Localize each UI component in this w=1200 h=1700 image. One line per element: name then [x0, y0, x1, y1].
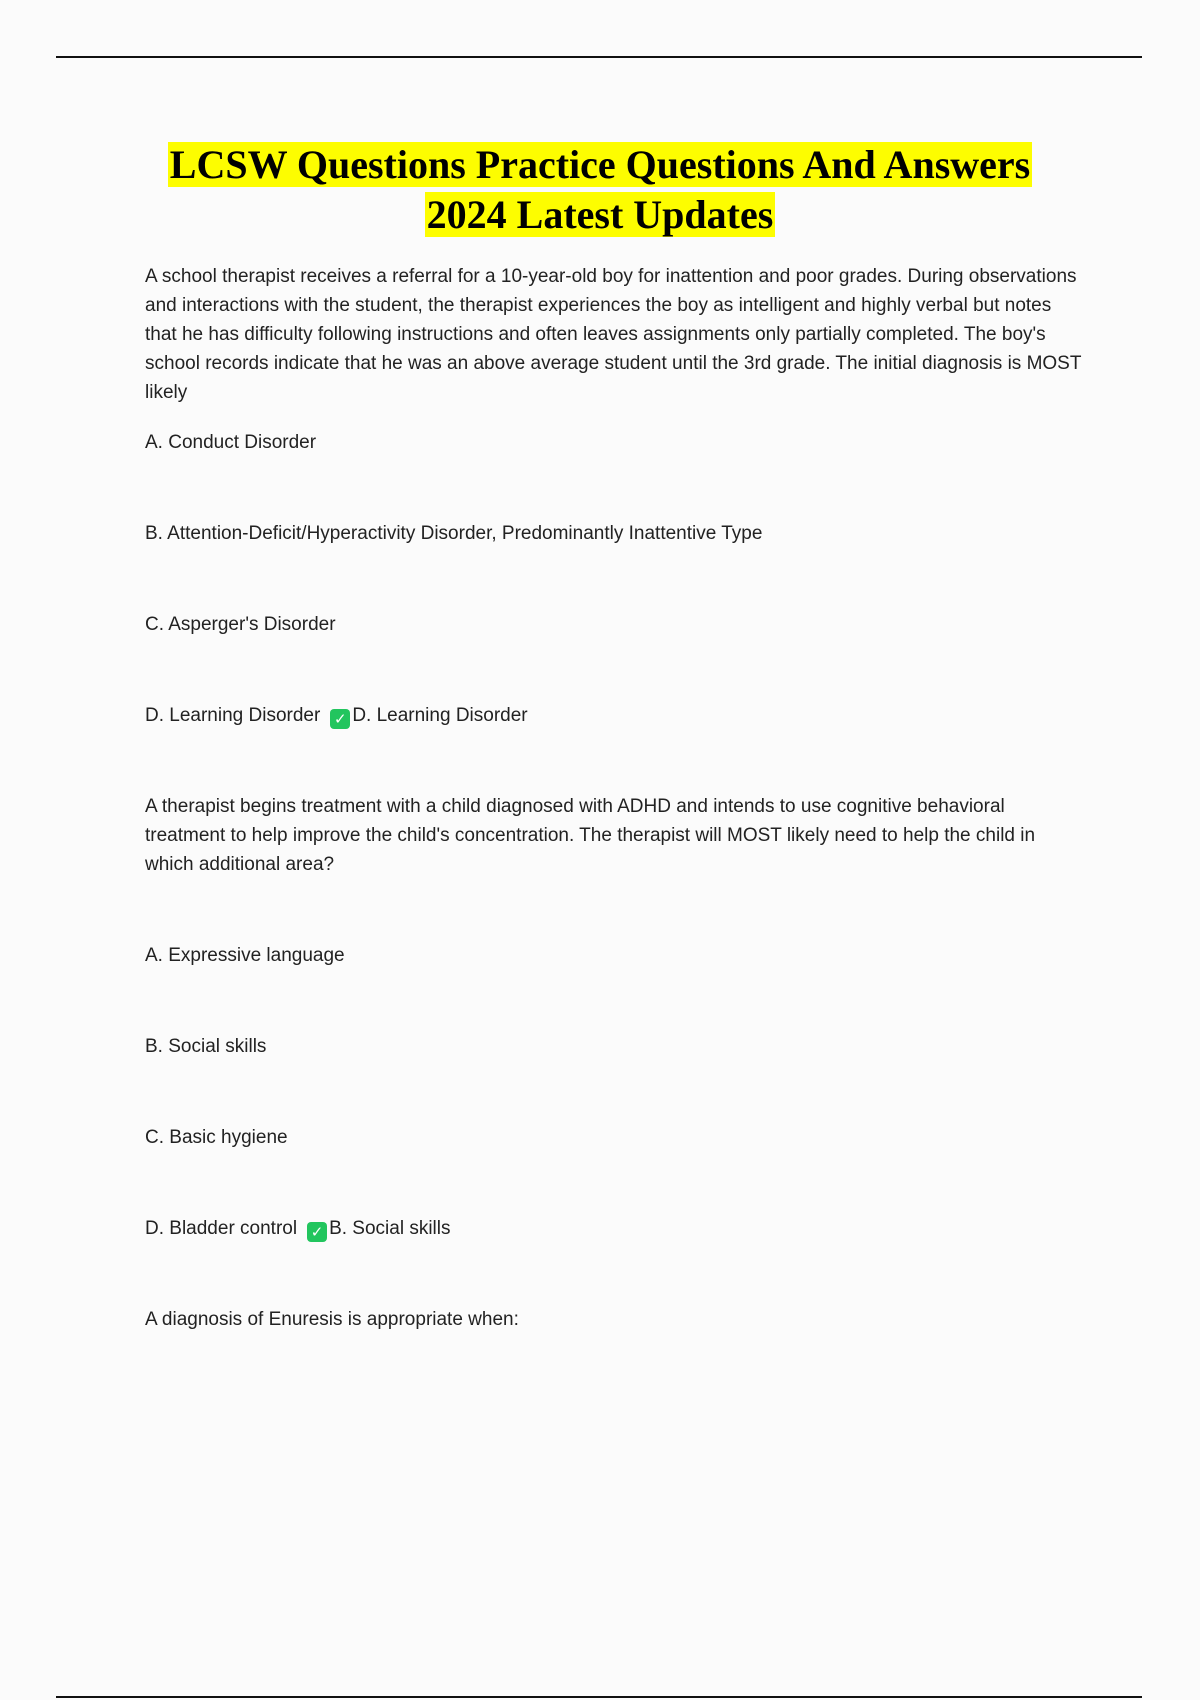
question-text: A diagnosis of Enuresis is appropriate when: [145, 1309, 519, 1330]
correct-answer: B. Social skills [329, 1218, 451, 1239]
footer-rule [56, 1696, 1142, 1698]
answer-option-with-key [145, 1214, 1085, 1243]
title-line-2: 2024 Latest Updates [426, 192, 774, 237]
header-rule [56, 56, 1142, 58]
answer-option-with-key [145, 701, 1085, 730]
correct-answer: D. Learning Disorder [352, 705, 528, 726]
question-block [145, 1305, 1085, 1334]
question-block [145, 792, 1085, 1243]
check-mark-icon: ✓ [307, 1222, 327, 1242]
document-title [0, 140, 1200, 240]
answer-option: C. Basic hygiene [145, 1127, 288, 1148]
question-text: A therapist begins treatment with a child diagnosed with ADHD and intends to use cognitive behavioral treatment to help improve the child's concentration. The therapist will MOST likely need to help the child in which additional area? [145, 796, 1036, 875]
answer-option: D. Learning Disorder [145, 705, 321, 726]
check-mark-icon: ✓ [330, 709, 350, 729]
answer-option: C. Asperger's Disorder [145, 614, 336, 635]
title-line-1: LCSW Questions Practice Questions And Answers [169, 142, 1031, 187]
answer-option: B. Attention-Deficit/Hyperactivity Disorder, Predominantly Inattentive Type [145, 523, 763, 544]
document-body [145, 262, 1085, 1334]
question-block [145, 262, 1085, 730]
answer-option: B. Social skills [145, 1036, 267, 1057]
question-text: A school therapist receives a referral for a 10-year-old boy for inattention and poor grades. During observations and interactions with the student, the therapist experiences the boy as intelligent and highly verbal but notes that he has difficulty following instructions and often leaves assignments only partially completed. The boy's school records indicate that he was an above average student until the 3rd grade. The initial diagnosis is MOST likely [145, 266, 1082, 403]
answer-option: A. Conduct Disorder [145, 432, 317, 453]
answer-option: A. Expressive language [145, 945, 345, 966]
answer-option: D. Bladder control [145, 1218, 298, 1239]
